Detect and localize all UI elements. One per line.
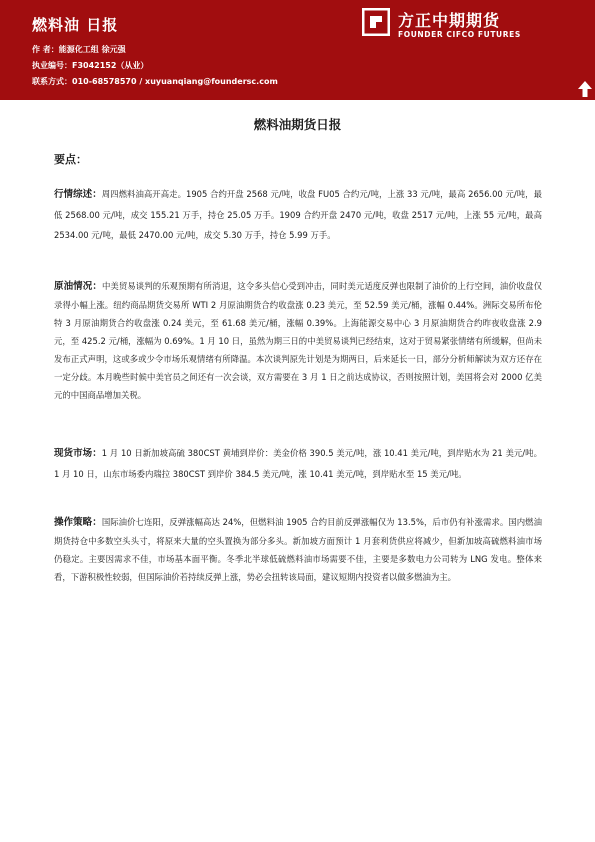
crude-oil-body: 中美贸易谈判的乐观预期有所消退，这令多头信心受到冲击，同时美元适度反弹也限制了油价的上行空间，油价收盘仅录得小幅上涨。纽约商品期货交易所 WTI 2 月原油期货合约收盘涨 0.23 美元，至 52.59 美元/桶，涨幅 0.44%。洲际交易所布伦特 3 月原油期货合约收盘涨 0.24 美元，至 61.68 美元/桶，涨幅 0.39%。上海能源交易中心 3 月原油期货合约昨夜收盘涨 2.9 元，至 425.2 元/桶，涨幅为 0.69%。1 月 10 日，虽然为期三日的中美贸易谈判已经结束，这对于贸易紧张情绪有所缓解，但尚未发布正式声明，这或多或少令市场乐观情绪有所降温。本次谈判原先计划是为期两日，后来延长一日，部分分析师解读为双方还存在一定分歧。本月晚些时候中美官员之间还有一次会谈，双方需要在 3 月 1 日之前达成协议，否则按照计划，美国将会对 2000 亿美元的中国商品增加关税。 (54, 281, 542, 400)
spot-market-section (54, 443, 542, 484)
market-overview-section (54, 184, 542, 245)
license-line (32, 60, 148, 71)
crude-oil-heading: 原油情况： (54, 281, 102, 292)
author-label: 作 者： (32, 45, 59, 54)
key-points-label: 要点： (54, 153, 87, 166)
market-overview-heading: 行情综述： (54, 189, 102, 200)
license-value: F3042152（从业） (72, 61, 149, 70)
market-overview-body: 周四燃料油高开高走。1905 合约开盘 2568 元/吨，收盘 FU05 合约元/吨，上涨 33 元/吨，最高 2656.00 元/吨，最低 2568.00 元/吨，成交 155.21 万手，持仓 25.05 万手。1909 合约开盘 2470 元/吨，收盘 2517 元/吨，上涨 55 元/吨，最高 2534.00 元/吨，最低 2470.00 元/吨，成交 5.30 万手，持仓 5.99 万手。 (54, 189, 542, 240)
strategy-body: 国际油价七连阳，反弹涨幅高达 24%，但燃料油 1905 合约目前反弹涨幅仅为 13.5%，后市仍有补涨需求。国内燃油期货持仓中多数空头头寸，将原来大量的空头置换为部分多头。新加坡方面预计 1 月套利货供应将减少，但新加坡高硫燃料油市场仍稳定。主要因需求不佳，市场基本面平衡。冬季北半球低硫燃料油市场需要不佳，主要是多数电力公司转为 LNG 发电。整体来看，下游积极性较弱，但国际油价若持续反弹上涨，势必会扭转该局面，建议短期内投资者以做多燃油为主。 (54, 517, 542, 582)
document-title: 燃料油期货日报 (253, 117, 342, 132)
contact-value: 010-68578570 / xuyuanqiang@foundersc.com (72, 77, 278, 86)
author-value: 能源化工组 徐元强 (58, 45, 126, 54)
company-logo (362, 6, 562, 46)
strategy-heading: 操作策略： (54, 517, 102, 528)
contact-label: 联系方式： (32, 77, 72, 86)
founder-logo-icon (362, 8, 390, 36)
scroll-up-icon[interactable] (577, 80, 593, 98)
spot-market-body: 1 月 10 日新加坡高硫 380CST 黄埔到岸价：美金价格 390.5 美元/吨，涨 10.41 美元/吨，到岸贴水为 21 美元/吨。1 月 10 日，山东市场委内瑞拉 380CST 到岸价 384.5 美元/吨，涨 10.41 美元/吨，到岸贴水至 15 美元/吨。 (54, 448, 542, 479)
brand-name-en: FOUNDER CIFCO FUTURES (398, 30, 521, 39)
license-label: 执业编号： (32, 61, 72, 70)
report-title: 燃料油 日报 (32, 16, 119, 34)
strategy-section (54, 513, 542, 586)
report-header-banner (0, 0, 595, 100)
author-line (32, 44, 126, 55)
brand-name-cn: 方正中期期货 (398, 11, 501, 30)
contact-line (32, 76, 278, 87)
crude-oil-section (54, 277, 542, 404)
spot-market-heading: 现货市场： (54, 448, 102, 459)
